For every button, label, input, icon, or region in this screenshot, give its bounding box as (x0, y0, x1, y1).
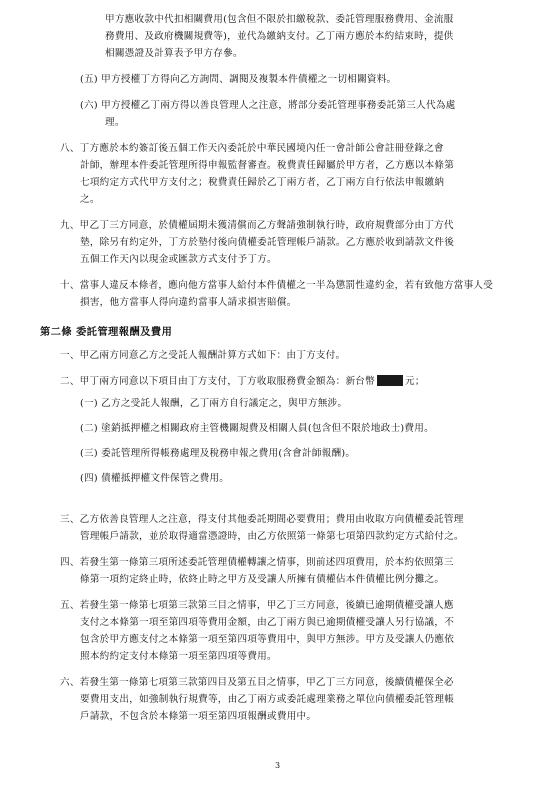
text-line: 六、若發生第一條第七項第三款第四目及第五目之情事，甲乙丁三方同意，後續債權保全必 (60, 677, 454, 688)
section-2-item-2-sub-4: (四) 債權抵押權文件保管之費用。 (80, 473, 230, 484)
text-line: 理。 (105, 117, 125, 128)
text-line: (六) 甲方授權乙丁兩方得以善良管理人之注意，將部分委託管理事務委託第三人代為處 (80, 100, 456, 111)
text-line: 九、甲乙丁三方同意，於債權屆期未獲清償而乙方聲請強制執行時，政府規費部分由丁方代 (60, 220, 454, 231)
section-2-item-2-sub-3: (三) 委託管理所得帳務處理及稅務申報之費用(含會計師報酬)。 (80, 448, 356, 459)
text-line: 戶請款，不包含於本條第一項至第四項報酬或費用中。 (80, 711, 317, 722)
text-line: 八、丁方應於本約簽訂後五個工作天內委託於中華民國境內任一會計師公會註冊登錄之會 (60, 143, 444, 154)
text-line: 甲方應收款中代扣相關費用(包含但不限於扣繳稅款、委託管理服務費用、金流服 (105, 14, 454, 25)
text-line: 要費用支出，如強制執行規費等，由乙丁兩方或委託處理業務之單位向債權委託管理帳 (80, 694, 455, 705)
text-line: 五、若發生第一條第七項第三款第三目之情事，甲乙丁三方同意，後續已逾期債權受讓人應 (60, 600, 454, 611)
section-2-item-2-sub-2: (二) 塗銷抵押權之相關政府主管機關規費及相關人員(包含但不限於地政士)費用。 (80, 423, 434, 434)
section-2-item-2 (60, 375, 425, 388)
section-2-title: 第二條 委託管理報酬及費用 (40, 326, 173, 338)
text-line: 三、乙方依善良管理人之注意，得支付其他委託期間必要費用；費用由收取方向債權委託管理 (60, 514, 464, 525)
section-2-item-2-suffix: 元； (405, 376, 425, 387)
text-line: 之。 (80, 194, 100, 205)
text-line: 十、當事人違反本條者，應向他方當事人給付本件債權之一半為懲罰性違約金，若有致他方當事人受 (60, 280, 494, 291)
text-line: (五) 甲方授權丁方得向乙方詢問、調閱及複製本件債權之一切相關資料。 (80, 74, 397, 85)
text-line: 包含於甲方應支付之本條第一項至第四項等費用中，與甲方無涉。甲方及受讓人仍應依 (80, 634, 455, 645)
page-number: 3 (274, 761, 281, 770)
text-line: 照本約約定支付本條第一項至第四項等費用。 (80, 651, 277, 662)
text-line: 五個工作天內以現金或匯款方式支付予丁方。 (80, 254, 277, 265)
text-line: 七項約定方式代甲方支付之；稅費責任歸於乙丁兩方者，乙丁兩方自行依法申報繳納 (80, 177, 445, 188)
text-line: 相關憑證及計算表予甲方存參。 (105, 48, 243, 59)
text-line: 墊，除另有約定外，丁方於墊付後向債權委託管理帳戶請款。乙方應於收到請款文件後 (80, 237, 455, 248)
text-line: 務費用、及政府機關規費等)，並代為繳納支付。乙丁兩方應於本約結束時，提供 (105, 31, 454, 42)
text-line: 條第一項約定終止時，依終止時之甲方及受讓人所擁有債權佔本件債權比例分攤之。 (80, 574, 445, 585)
text-line: 支付之本條第一項至第四項等費用金額，由乙丁兩方與已逾期債權受讓人另行協議，不 (80, 617, 455, 628)
section-2-item-2-sub-1: (一) 乙方之受託人報酬，乙丁兩方自行議定之，與甲方無涉。 (80, 398, 348, 409)
redaction-block (377, 375, 403, 386)
text-line: 計師，辦理本件委託管理所得申報監督審查。稅費責任歸屬於甲方者，乙方應以本條第 (80, 160, 455, 171)
section-2-item-1: 一、甲乙兩方同意乙方之受託人報酬計算方式如下：由丁方支付。 (60, 350, 346, 361)
section-2-item-2-prefix: 二、甲丁兩方同意以下項目由丁方支付，丁方收取服務費金額為：新台幣 (60, 376, 375, 387)
text-line: 四、若發生第一條第三項所述委託管理債權轉讓之情事，則前述四項費用，於本約依照第三 (60, 557, 454, 568)
text-line: 損害，他方當事人得向違約當事人請求損害賠償。 (80, 297, 297, 308)
text-line: 管理帳戶請款，並於取得適當憑證時，由乙方依照第一條第七項第四款約定方式給付之。 (80, 531, 464, 542)
